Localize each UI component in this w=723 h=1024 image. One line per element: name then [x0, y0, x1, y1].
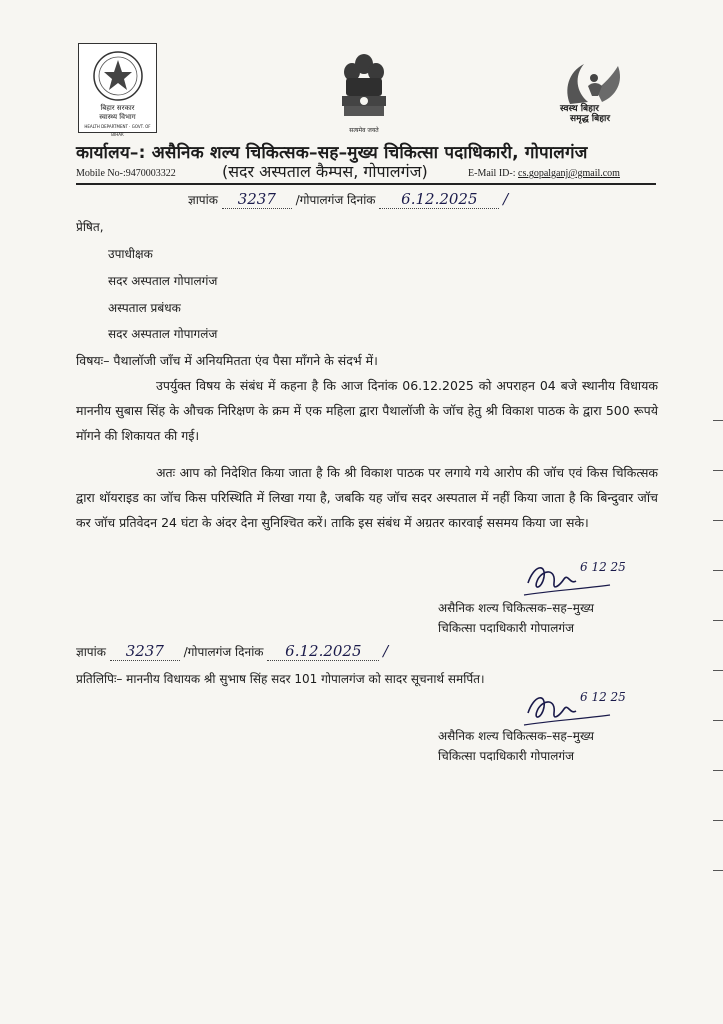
swasth-text [560, 104, 610, 124]
memo-date: 6.12.2025 [379, 190, 499, 209]
email-address: cs.gopalganj@gmail.com [518, 168, 620, 179]
ashoka-lion-icon [337, 50, 391, 124]
memo-trailing: / [503, 190, 509, 208]
signature-block [438, 598, 594, 638]
office-title: कार्यालय–: असैनिक शल्य चिकित्सक–सह–मुख्य चिकित्सा पदाधिकारी, गोपालगंज [76, 143, 588, 163]
signature-designation-line1: असैनिक शल्य चिकित्सक–सह–मुख्य [438, 729, 594, 743]
recipient-line: उपाधीक्षक [108, 247, 153, 261]
recipients-heading: प्रेषित, [76, 220, 104, 234]
email-line [468, 168, 620, 179]
logo-text-line2: समृद्ध बिहार [570, 114, 611, 124]
recipient-line: सदर अस्पताल गोपालगंज [108, 274, 218, 288]
swasth-bihar-icon [558, 60, 638, 108]
header-divider [76, 183, 656, 185]
edge-mark [713, 670, 723, 671]
logo-caption-line2: स्वास्थ्य विभाग [99, 113, 136, 121]
recipient-line: अस्पताल प्रबंधक [108, 301, 181, 315]
logo-caption-line3: HEALTH DEPARTMENT · GOVT. OF BIHAR [84, 124, 151, 137]
emblem-caption: सत्यमेव जयते [349, 127, 379, 134]
logo-caption-line1: बिहार सरकार [100, 104, 135, 112]
signature-designation-line2: चिकित्सा पदाधिकारी गोपालगंज [438, 749, 575, 763]
edge-mark [713, 570, 723, 571]
health-department-logo [78, 43, 157, 137]
memo-trailing: / [383, 642, 389, 660]
memo-number: 3237 [110, 642, 180, 661]
signature-designation-line1: असैनिक शल्य चिकित्सक–सह–मुख्य [438, 601, 594, 615]
memo-reference-copy [76, 642, 388, 661]
memo-label: ज्ञापांक [188, 193, 218, 207]
body-paragraph: अतः आप को निदेशित किया जाता है कि श्री विकाश पाठक पर लगाये गये आरोप की जॉच एवं किस चिकित्सक द्वारा थॉयराइड का जॉच किस परिस्थिति में लिखा गया है, जबकि यह जॉच सदर अस्पताल में नहीं किया जाता है कि बिन्दुवार जॉच कर जॉच प्रतिवेदन 24 घंटा के अंदर देना सुनिश्चित करें। ताकि इस संबंध में अग्रतर कारवाई ससमय किया जा सके। [76, 465, 658, 530]
signature-date-handwritten: 6 12 25 [580, 560, 626, 574]
edge-mark [713, 620, 723, 621]
bihar-emblem-icon [92, 50, 144, 102]
subject-line: विषयः– पैथालॉजी जाँच में अनियमितता एंव पैसा माँगने के संदर्भ में। [76, 353, 378, 368]
email-label: E-Mail ID-: [468, 168, 516, 179]
memo-number: 3237 [222, 190, 292, 209]
signature-block [438, 726, 594, 766]
edge-mark [713, 420, 723, 421]
place-date-label: /गोपालगंज दिनांक [183, 645, 264, 659]
memo-date: 6.12.2025 [267, 642, 379, 661]
office-subtitle: (सदर अस्पताल कैम्पस, गोपालगंज) [222, 162, 428, 181]
edge-mark [713, 720, 723, 721]
recipient-line: सदर अस्पताल गोपागलंज [108, 327, 218, 341]
edge-mark [713, 470, 723, 471]
memo-label: ज्ञापांक [76, 645, 106, 659]
edge-mark [713, 770, 723, 771]
copy-to-line: प्रतिलिपिः– माननीय विधायक श्री सुभाष सिंह सदर 101 गोपालगंज को सादर सूचनार्थ समर्पित। [76, 672, 485, 686]
national-emblem [337, 50, 391, 134]
body-paragraph: उपर्युक्त विषय के संबंध में कहना है कि आज दिनांक 06.12.2025 को अपराहन 04 बजे स्थानीय विधायक माननीय सुबास सिंह के औचक निरिक्षण के क्रम में एक महिला द्वारा पैथालॉजी के जॉच हेतु श्री विकाश पाठक के द्वारा 500 रूपये मॉगने की शिकायत की गई। [76, 378, 658, 443]
signature-date-handwritten: 6 12 25 [580, 690, 626, 704]
memo-reference [188, 190, 508, 209]
signature-designation-line2: चिकित्सा पदाधिकारी गोपालगंज [438, 621, 575, 635]
edge-mark [713, 520, 723, 521]
place-date-label: /गोपालगंज दिनांक [295, 193, 376, 207]
mobile-number: Mobile No-:9470003322 [76, 168, 176, 179]
edge-mark [713, 870, 723, 871]
logo-text-line1: स्वस्थ बिहार [560, 104, 599, 114]
edge-mark [713, 820, 723, 821]
swasth-bihar-logo [558, 60, 638, 132]
